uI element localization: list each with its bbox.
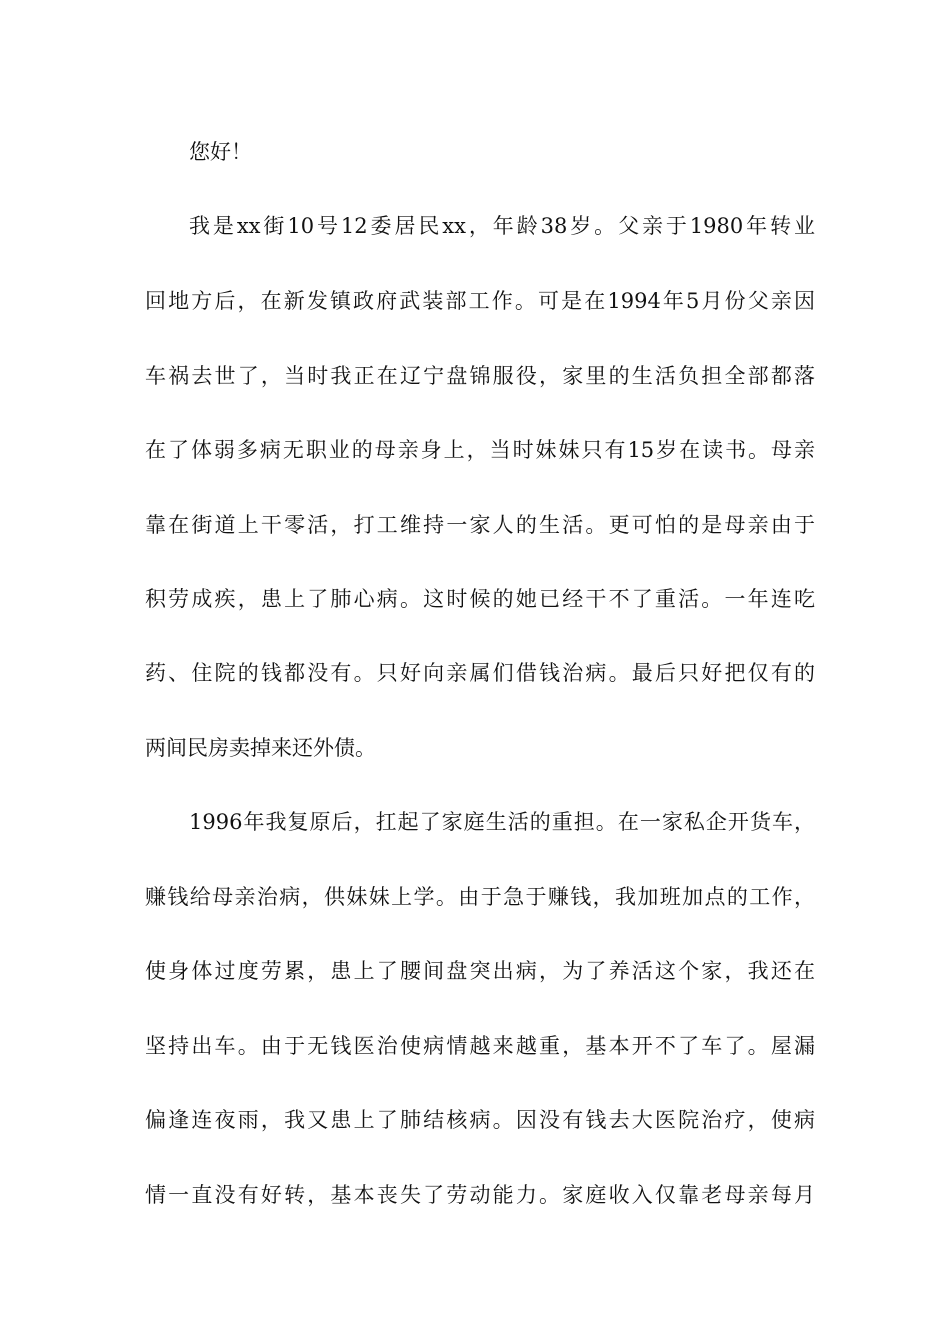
paragraph-line: 靠在街道上干零活，打工维持一家人的生活。更可怕的是母亲由于: [145, 513, 815, 537]
paragraph-line: 积劳成疾，患上了肺心病。这时候的她已经干不了重活。一年连吃: [145, 587, 815, 611]
paragraph-line: 车祸去世了，当时我正在辽宁盘锦服役，家里的生活负担全部都落: [145, 364, 815, 388]
paragraph-line: 药、住院的钱都没有。只好向亲属们借钱治病。最后只好把仅有的: [145, 661, 815, 685]
paragraph-line: 偏逢连夜雨，我又患上了肺结核病。因没有钱去大医院治疗，使病: [145, 1108, 815, 1132]
paragraph-line: 1996年我复原后，扛起了家庭生活的重担。在一家私企开货车，: [189, 810, 815, 834]
greeting-line: 您好！: [189, 140, 252, 164]
paragraph-line: 使身体过度劳累，患上了腰间盘突出病，为了养活这个家，我还在: [145, 959, 815, 983]
paragraph-line: 情一直没有好转，基本丧失了劳动能力。家庭收入仅靠老母亲每月: [145, 1183, 815, 1207]
paragraph-line: 在了体弱多病无职业的母亲身上，当时妹妹只有15岁在读书。母亲: [145, 438, 815, 462]
paragraph-line: 两间民房卖掉来还外债。: [145, 736, 376, 760]
paragraph-line: 回地方后，在新发镇政府武装部工作。可是在1994年5月份父亲因: [145, 289, 815, 313]
paragraph-line: 坚持出车。由于无钱医治使病情越来越重，基本开不了车了。屋漏: [145, 1034, 815, 1058]
paragraph-line: 赚钱给母亲治病，供妹妹上学。由于急于赚钱，我加班加点的工作，: [145, 885, 815, 909]
paragraph-line: 我是xx街10号12委居民xx，年龄38岁。父亲于1980年转业: [189, 214, 815, 238]
